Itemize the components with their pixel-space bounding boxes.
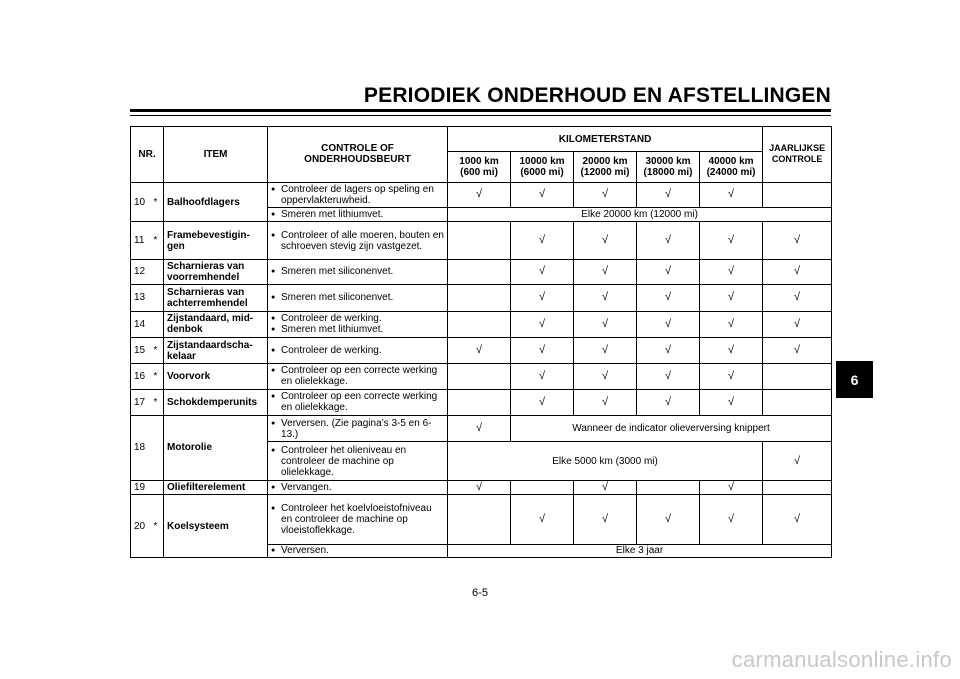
empty-cell: [637, 480, 700, 494]
row-item: Voorvork: [164, 364, 268, 389]
check-mark: √: [511, 222, 574, 260]
row-check: [268, 285, 448, 311]
empty-cell: [763, 182, 832, 207]
check-mark: √: [574, 480, 637, 494]
row-check: [268, 389, 448, 415]
table-row: [131, 182, 832, 207]
header-km-3: 20000 km (12000 mi): [574, 152, 637, 182]
empty-cell: [448, 311, 511, 337]
check-mark: √: [637, 495, 700, 545]
empty-cell: [448, 259, 511, 284]
header-item: ITEM: [164, 127, 268, 183]
header-nr: NR.: [131, 127, 164, 183]
check-mark: √: [574, 389, 637, 415]
check-mark: √: [448, 415, 511, 441]
row-star: *: [151, 364, 164, 389]
check-mark: √: [511, 285, 574, 311]
table-row: [131, 389, 832, 415]
maintenance-table: [130, 126, 832, 558]
row-check: [268, 442, 448, 481]
row-number: 12: [131, 259, 151, 284]
check-text: ● Controleer de werking.: [271, 345, 444, 356]
table-row: [131, 495, 832, 545]
title-rule-thin: [130, 115, 831, 116]
check-text: ● Vervangen.: [271, 482, 444, 493]
empty-cell: [511, 480, 574, 494]
header-check: CONTROLE OF ONDERHOUDSBEURT: [268, 127, 448, 183]
row-item: Zijstandaardscha-kelaar: [164, 337, 268, 363]
row-star: [151, 480, 164, 494]
row-item: Schokdemperunits: [164, 389, 268, 415]
row-number: 14: [131, 311, 151, 337]
header-km-2: 10000 km (6000 mi): [511, 152, 574, 182]
check-mark: √: [574, 311, 637, 337]
check-mark: √: [700, 182, 763, 207]
check-mark: √: [763, 337, 832, 363]
check-text: ● Controleer de lagers op speling en oppervlakteruwheid.: [271, 184, 444, 206]
check-text: ● Controleer op een correcte werking en olielekkage.: [271, 391, 444, 413]
check-text: ● Controleer op een correcte werking en olielekkage.: [271, 365, 444, 387]
check-text: ● Verversen. (Zie pagina’s 3-5 en 6-13.): [271, 418, 444, 440]
row-number: 15: [131, 337, 151, 363]
header-km-5: 40000 km (24000 mi): [700, 152, 763, 182]
row-check: [268, 495, 448, 545]
empty-cell: [763, 389, 832, 415]
watermark: carmanualsonline.info: [731, 647, 952, 672]
table-row: [131, 311, 832, 337]
row-star: [151, 259, 164, 284]
check-mark: √: [700, 311, 763, 337]
empty-cell: [448, 285, 511, 311]
row-item: Scharnieras van voorremhendel: [164, 259, 268, 284]
row-item: Scharnieras van achterremhendel: [164, 285, 268, 311]
table-row: [131, 222, 832, 260]
header-row-1: [131, 127, 832, 152]
row-number: 13: [131, 285, 151, 311]
check-mark: √: [763, 259, 832, 284]
row-check: [268, 480, 448, 494]
check-mark: √: [763, 311, 832, 337]
interval-text: Elke 3 jaar: [448, 544, 832, 557]
empty-cell: [448, 495, 511, 545]
row-check: [268, 311, 448, 337]
empty-cell: [763, 364, 832, 389]
page-title: PERIODIEK ONDERHOUD EN AFSTELLINGEN: [363, 84, 831, 107]
check-mark: √: [700, 495, 763, 545]
page-number: 6-5: [472, 587, 488, 599]
check-mark: √: [637, 259, 700, 284]
check-mark: √: [763, 285, 832, 311]
check-text: ● Smeren met siliconenvet.: [271, 292, 444, 303]
check-text: ● Controleer het olieniveau en controleer de machine op olielekkage.: [271, 445, 444, 478]
row-number: 10: [131, 182, 151, 222]
check-text: ● Controleer het koelvloeistofniveau en controleer de machine op vloeistoflekkage.: [271, 503, 444, 536]
row-star: *: [151, 389, 164, 415]
check-mark: √: [574, 285, 637, 311]
empty-cell: [448, 222, 511, 260]
header-odometer: KILOMETERSTAND: [448, 127, 763, 152]
check-text: ● Controleer de werking.: [271, 313, 444, 324]
header-km-4: 30000 km (18000 mi): [637, 152, 700, 182]
row-item: Koelsysteem: [164, 495, 268, 558]
row-number: 16: [131, 364, 151, 389]
check-mark: √: [637, 182, 700, 207]
row-star: [151, 311, 164, 337]
check-mark: √: [574, 222, 637, 260]
check-mark: √: [763, 495, 832, 545]
check-mark: √: [637, 337, 700, 363]
check-mark: √: [700, 364, 763, 389]
header-annual: JAARLIJKSE CONTROLE: [763, 127, 832, 183]
row-number: 18: [131, 415, 151, 480]
check-mark: √: [700, 337, 763, 363]
check-mark: √: [637, 311, 700, 337]
check-mark: √: [763, 222, 832, 260]
table-row: [131, 259, 832, 284]
check-mark: √: [511, 311, 574, 337]
row-check: [268, 337, 448, 363]
row-check: [268, 259, 448, 284]
check-text: ● Controleer of alle moeren, bouten en schroeven stevig zijn vastgezet.: [271, 230, 444, 252]
chapter-tab: 6: [836, 361, 873, 398]
row-star: *: [151, 495, 164, 558]
check-mark: √: [448, 480, 511, 494]
row-item: Motorolie: [164, 415, 268, 480]
check-mark: √: [700, 222, 763, 260]
row-star: *: [151, 222, 164, 260]
table-row: [131, 415, 832, 441]
interval-text: Elke 20000 km (12000 mi): [448, 208, 832, 222]
empty-cell: [448, 364, 511, 389]
check-mark: √: [511, 364, 574, 389]
row-number: 19: [131, 480, 151, 494]
interval-text: Wanneer de indicator olieverversing knippert: [511, 415, 832, 441]
check-mark: √: [574, 259, 637, 284]
row-check: [268, 208, 448, 222]
row-star: *: [151, 182, 164, 222]
row-check: [268, 415, 448, 441]
row-number: 11: [131, 222, 151, 260]
empty-cell: [763, 480, 832, 494]
header-km-1: 1000 km (600 mi): [448, 152, 511, 182]
check-mark: √: [700, 259, 763, 284]
row-item: Oliefilterelement: [164, 480, 268, 494]
interval-text: Elke 5000 km (3000 mi): [448, 442, 763, 481]
check-mark: √: [511, 495, 574, 545]
check-mark: √: [574, 364, 637, 389]
row-check: [268, 544, 448, 557]
row-check: [268, 182, 448, 207]
check-mark: √: [637, 389, 700, 415]
check-text: ● Smeren met lithiumvet.: [271, 209, 444, 220]
check-mark: √: [637, 285, 700, 311]
check-mark: √: [511, 337, 574, 363]
title-rule-thick: [130, 109, 831, 112]
row-star: [151, 285, 164, 311]
check-mark: √: [448, 337, 511, 363]
check-mark: √: [637, 364, 700, 389]
check-mark: √: [511, 389, 574, 415]
table-row: [131, 285, 832, 311]
table-row: [131, 480, 832, 494]
row-check: [268, 222, 448, 260]
check-mark: √: [700, 480, 763, 494]
check-mark: √: [700, 285, 763, 311]
table-row: [131, 337, 832, 363]
check-mark: √: [574, 337, 637, 363]
table-row: [131, 364, 832, 389]
row-star: [151, 415, 164, 480]
check-mark: √: [763, 442, 832, 481]
row-check: [268, 364, 448, 389]
row-number: 17: [131, 389, 151, 415]
check-mark: √: [637, 222, 700, 260]
empty-cell: [448, 389, 511, 415]
check-mark: √: [448, 182, 511, 207]
check-text: ● Smeren met lithiumvet.: [271, 324, 444, 335]
check-mark: √: [574, 182, 637, 207]
check-mark: √: [700, 389, 763, 415]
check-text: ● Smeren met siliconenvet.: [271, 266, 444, 277]
row-item: Zijstandaard, mid-denbok: [164, 311, 268, 337]
row-star: *: [151, 337, 164, 363]
row-item: Balhoofdlagers: [164, 182, 268, 222]
check-mark: √: [574, 495, 637, 545]
check-mark: √: [511, 259, 574, 284]
check-mark: √: [511, 182, 574, 207]
row-item: Framebevestigin-gen: [164, 222, 268, 260]
row-number: 20: [131, 495, 151, 558]
check-text: ● Verversen.: [271, 545, 444, 556]
